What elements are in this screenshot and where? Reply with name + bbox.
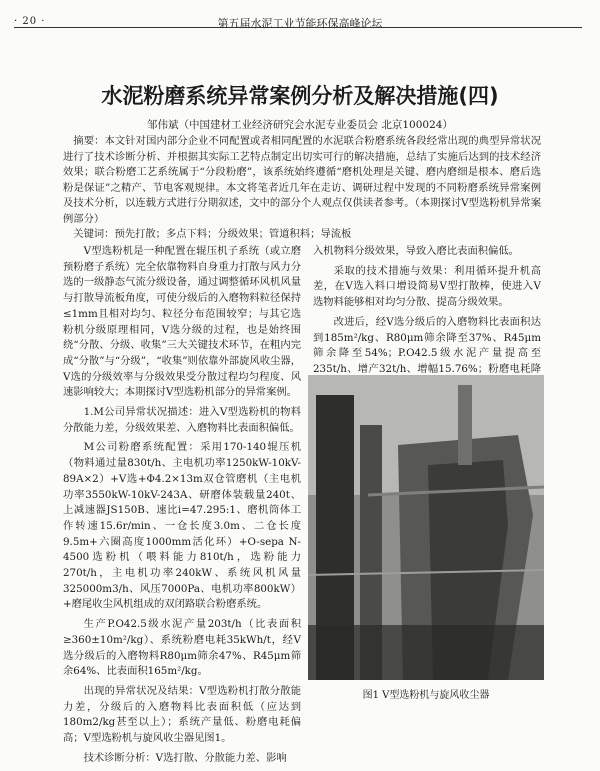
separator-photo-illustration — [308, 375, 544, 680]
page-number: · 20 · — [14, 16, 46, 27]
paragraph: M公司粉磨系统配置：采用170-140辊压机（物料通过量830t/h、主电机功率1250kW-10kV-89A×2）+V选+Φ4.2×13m双仓管磨机（主电机功率3550kW-10kV-243A、研磨体装载量240t、上减速器JS150B、速比i=47.295:1、磨机筒体工作转速15.6r/min、一仓长度3.0m、二仓长度9.5m+六圈高度1000mm活化环）+O-sepa N-4500选粉机（喂料能力810t/h，选粉能力270t/h，主电机功率240kW、系统风机风量325000m3/h、风压7000Pa、电机功率800kW）+磨尾收尘风机组成的双闭路联合粉磨系统。 — [63, 441, 301, 611]
figure-photo — [308, 375, 544, 680]
author-line: 邹伟斌（中国建材工业经济研究会水泥专业委员会 北京100024） — [147, 119, 453, 131]
paragraph: 改进后，经V选分级后的入磨物料比表面积达到185m²/kg、R80μm筛余降至37%、R45μm筛余降至54%；P.O42.5级水泥产量提高至235t/h、增产32t/h、增幅15.76%；粉磨电耗降 — [313, 315, 541, 375]
paragraph: 采取的技术措施与效果：利用循环提升机高差，在V选入料口增设简易V型打散棒，使进入V选物料能够相对均匀分散、提高分级效果。 — [313, 264, 541, 309]
paragraph: 生产P.O42.5级水泥产量203t/h（比表面积≥360±10m²/kg）、系统粉磨电耗35kWh/t，经V选分级后的入磨物料R80μm筛余47%、R45μm筛余64%、比表面积165m²/kg。 — [63, 618, 301, 678]
paragraph: 1.M公司异常状况描述：进入V型选粉机的物料分散能力差，分级效果差、入磨物料比表面积偏低。 — [63, 406, 301, 434]
paragraph: 出现的异常状况及结果：V型选粉机打散分散能力差，分级后的入磨物料比表面积低（应达到180m2/kg甚至以上）；系统产量低、粉磨电耗偏高；V型选粉机与旋风收尘器见图1。 — [63, 684, 301, 745]
paragraph: 入机物料分级效果，导致入磨比表面积偏低。 — [313, 245, 519, 257]
paragraph: V型选粉机是一种配置在辊压机子系统（或立磨预粉磨子系统）完全依靠物料自身重力打散与风力分选的一级静态气流分级设备，通过调整循环风机风量与打散导流板角度，可使分级后的入磨物料粒径保持≤1mm且相对均匀、粒径分布范围较窄；与其它选粉机分级原理相同，V选分级的过程，也是始终围绕“分散、分级、收集”三大关键技术环节，在粗内完成“分散”与“分级”，“收集”则依靠外部旋风收尘器，V选的分级效率与分级效果受分散过程均匀程度、风速影响较大；本期探讨V型选粉机部分的异常案例。 — [63, 245, 301, 399]
running-title: 第五届水泥工业节能环保高峰论坛 — [217, 17, 383, 30]
running-header — [0, 8, 600, 28]
keywords: 关键词：预先打散；多点下料；分级效果；管道积料；导流板 — [73, 228, 352, 240]
header-rule — [14, 27, 582, 28]
abstract: 摘要：本文针对国内部分企业不同配置或者相同配置的水泥联合粉磨系统各段经常出现的典型异常状况进行了技术诊断分析、并根据其实际工艺特点制定出切实可行的解决措施，总结了实施后达到的技术经济效果；联合粉磨工艺系统属于“分段粉磨”，该系统始终遵循“磨机处理是关键、磨内磨细是根本、磨后选粉是保证”之精产、节电客观规律。本文将笔者近几年在走访、调研过程中发现的不同粉磨系统异常案例及技术分析，以连载方式进行分期叙述，文中的部分个人观点仅供读者参考。（本期探讨V型选粉机异常案例部分） — [63, 135, 541, 225]
left-column — [63, 244, 301, 771]
article-title: 水泥粉磨系统异常案例分析及解决措施(四) — [101, 84, 499, 108]
paragraph: 技术诊断分析：V选打散、分散能力差、影响 — [83, 751, 287, 764]
figure-caption: 图1 V型选粉机与旋风收尘器 — [362, 690, 490, 701]
